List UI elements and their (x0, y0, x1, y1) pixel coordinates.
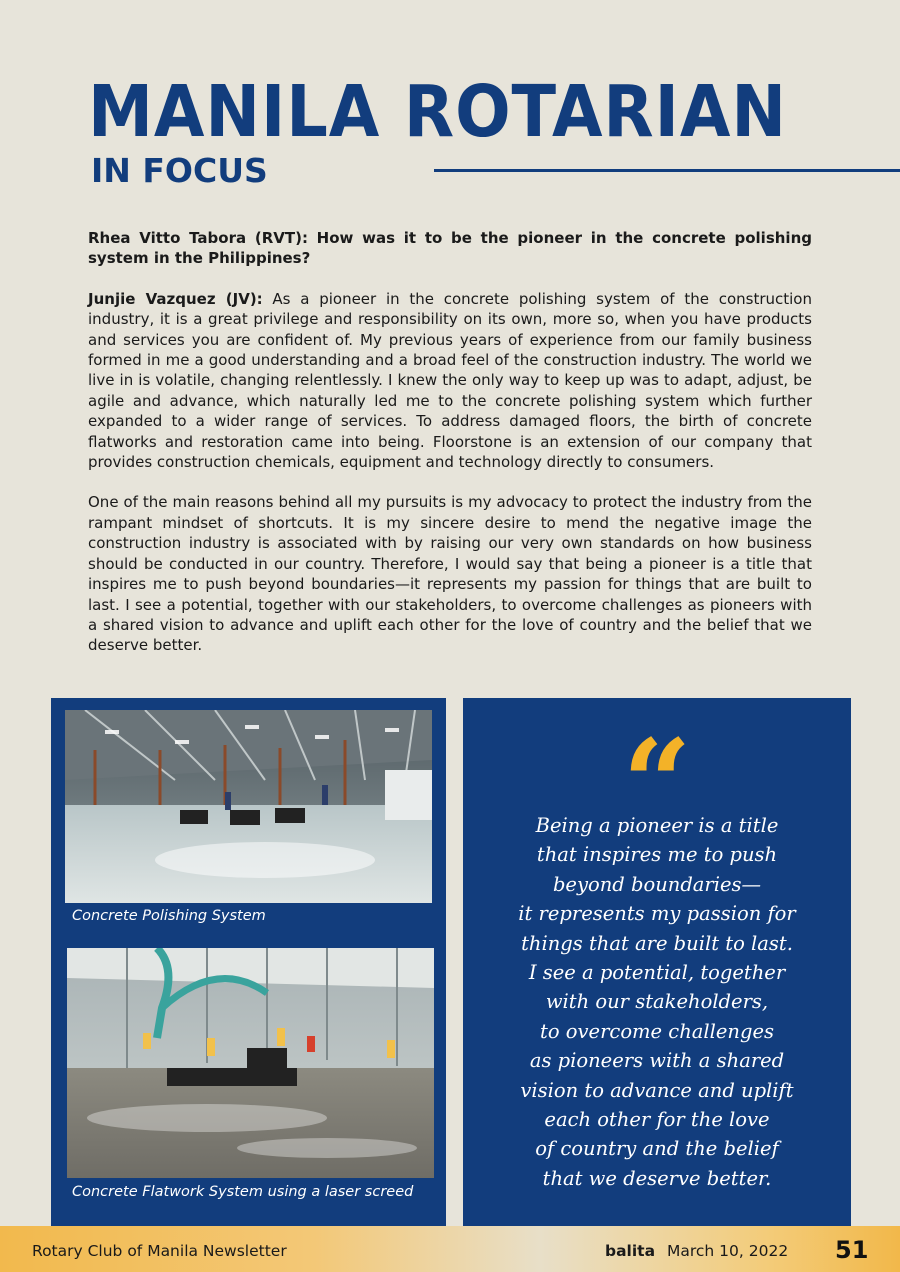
article-body (88, 228, 812, 676)
pull-quote-line: of country and the belief (535, 1137, 779, 1161)
answer-text-1: As a pioneer in the concrete polishing system of the construction industry, it is a great privilege and responsibility on its own, more so, when you have products and services you are confident of. My previous years of experience from our family business formed in me a good understanding and a broad feel of the construction industry. The world we live in is volatile, changing relentlessly. I knew the only way to keep up was to adapt, adjust, be agile and advance, which naturally led me to the concrete polishing system which further expanded to a wider range of services. To address damaged floors, the birth of concrete flatworks and restoration came into being. Floorstone is an extension of our company that provides construction chemicals, equipment and technology directly to consumers. (88, 289, 812, 472)
pull-quote-line: beyond boundaries— (552, 872, 762, 896)
masthead-divider (434, 169, 900, 172)
concrete-flatwork-photo (67, 948, 434, 1178)
answer-paragraph-1 (88, 289, 812, 473)
answer-speaker: Junjie Vazquez (JV): (88, 289, 263, 308)
pull-quote-line: as pioneers with a shared (529, 1049, 785, 1073)
issue-date: March 10, 2022 (667, 1242, 789, 1260)
page-footer (0, 1226, 900, 1272)
newsletter-name: Rotary Club of Manila Newsletter (32, 1242, 287, 1260)
pull-quote-line: things that are built to last. (521, 931, 793, 955)
footer-brand: balita (605, 1242, 656, 1260)
pull-quote-line: to overcome challenges (540, 1019, 774, 1043)
masthead-title: MANILA ROTARIAN (88, 70, 787, 153)
pull-quote-line: each other for the love (544, 1108, 770, 1132)
photo-panel (51, 698, 446, 1226)
pull-quote-line: that inspires me to push (536, 843, 778, 867)
answer-paragraph-2: One of the main reasons behind all my pursuits is my advocacy to protect the industry from the rampant mindset of shortcuts. It is my sincere desire to mend the negative image the construction industry is associated with by raising our very own standards on how business should be conducted in our country. Therefore, I would say that being a pioneer is a title that inspires me to push beyond boundaries—it represents my passion for things that are built to last. I see a potential, together with our stakeholders, to overcome challenges as pioneers with a shared vision to advance and uplift each other for the love of country and the belief that we deserve better. (88, 493, 812, 655)
page-number: 51 (835, 1236, 869, 1264)
pull-quote-line: I see a potential, together (528, 961, 786, 985)
pull-quote-line: Being a pioneer is a title (535, 814, 779, 837)
pull-quote-line: with our stakeholders, (545, 990, 769, 1014)
concrete-polishing-photo (65, 710, 432, 903)
masthead-subtitle: IN FOCUS (91, 151, 268, 190)
pull-quote-line: vision to advance and uplift (520, 1078, 794, 1102)
photo-caption-1: Concrete Polishing System (72, 908, 266, 924)
pull-quote-line: it represents my passion for (518, 902, 796, 926)
quote-mark-icon: “ (622, 713, 692, 854)
pull-quote-text (483, 811, 831, 1193)
pull-quote-panel (463, 698, 851, 1226)
interview-question: Rhea Vitto Tabora (RVT): How was it to be the pioneer in the concrete polishing system in the Philippines? (88, 229, 812, 268)
pull-quote-line: that we deserve better. (542, 1166, 772, 1190)
photo-caption-2: Concrete Flatwork System using a laser screed (72, 1184, 414, 1200)
